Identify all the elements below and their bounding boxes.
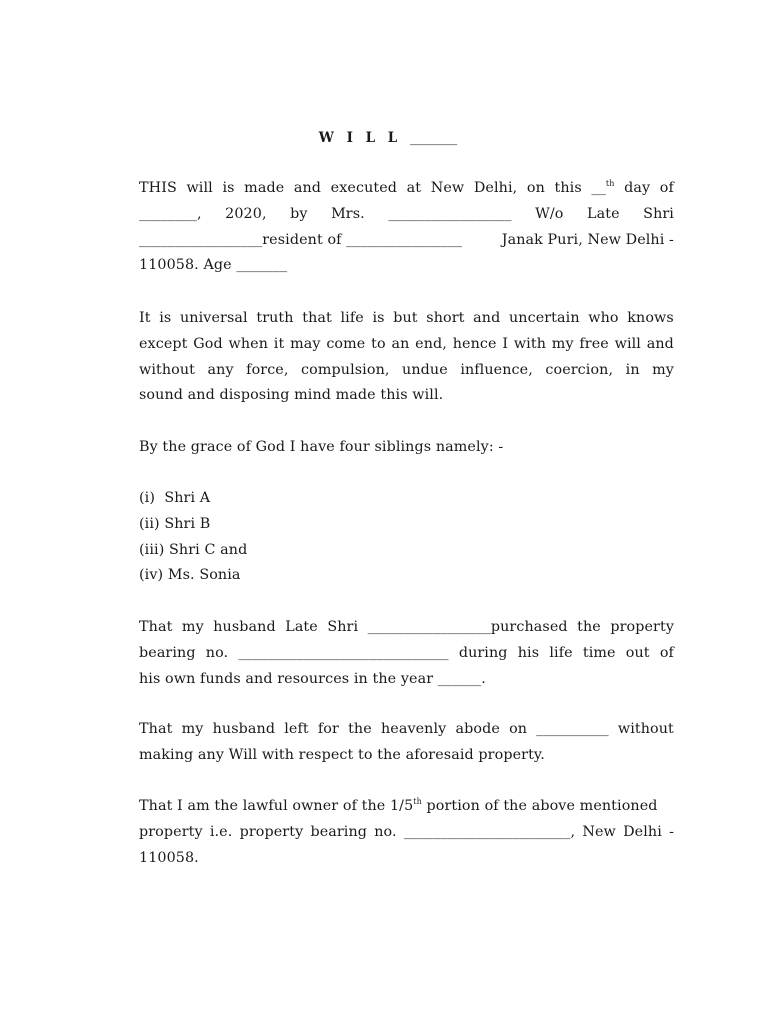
word: his: [517, 644, 540, 661]
word: no.: [374, 823, 397, 840]
declaration-line-1: [139, 306, 674, 332]
word: W/o: [535, 205, 564, 222]
word: God: [193, 335, 223, 352]
word: on: [509, 721, 528, 737]
ownership-paragraph: [139, 794, 674, 871]
word: universal: [180, 310, 248, 326]
word: Late: [587, 205, 620, 222]
day-blank: [591, 176, 614, 202]
word: free: [579, 335, 609, 352]
declaration-line-2: [139, 332, 674, 358]
sibling-item: (iii) Shri C and: [139, 541, 248, 558]
word: is: [159, 310, 172, 326]
word: property: [139, 823, 203, 840]
word: -: [669, 823, 674, 840]
word: without: [617, 721, 674, 737]
word: made: [244, 180, 285, 196]
word: during: [458, 644, 508, 661]
word: may: [290, 335, 321, 352]
declaration-line-3: [139, 358, 674, 384]
word: who: [588, 310, 619, 326]
property-purchase-paragraph: [139, 615, 674, 692]
word: my: [181, 619, 204, 635]
word: without: [139, 361, 196, 378]
ownership-text-b: portion of the above mentioned: [421, 798, 658, 814]
property-number-blank: _______________________,: [403, 823, 576, 840]
title-trailing-blank: _______: [410, 130, 458, 146]
word: New: [430, 180, 465, 196]
word: property: [610, 619, 674, 635]
word: and: [293, 180, 322, 196]
word: this: [554, 180, 582, 196]
word: _________________purchased: [367, 619, 568, 635]
demise-line-2: making any Will with respect to the aforesaid property.: [139, 746, 545, 763]
word: will: [614, 335, 641, 352]
intro-paragraph: [139, 176, 674, 279]
word: bearing: [310, 823, 368, 840]
word: that: [302, 310, 332, 326]
word: my: [551, 335, 574, 352]
intro-line-3: [139, 228, 674, 254]
word: coercion,: [545, 361, 614, 378]
declaration-line-4: sound and disposing mind made this will.: [139, 387, 444, 404]
husband-demise-paragraph: [139, 717, 674, 769]
word: Shri: [643, 205, 674, 222]
day-suffix: th: [605, 179, 615, 188]
declaration-paragraph: [139, 306, 674, 409]
word: but: [393, 310, 418, 326]
word: in: [625, 361, 640, 378]
word: hence: [452, 335, 497, 352]
intro-line-2: [139, 202, 674, 228]
word: an: [391, 335, 410, 352]
word: my: [181, 721, 204, 737]
word: the: [577, 619, 601, 635]
word: it: [273, 335, 285, 352]
word: short: [426, 310, 465, 326]
word: husband: [212, 721, 276, 737]
word: force,: [246, 361, 289, 378]
word: life: [340, 310, 364, 326]
word: husband: [213, 619, 276, 635]
word: left: [284, 721, 309, 737]
word: Delhi,: [473, 180, 518, 196]
word: compulsion,: [301, 361, 390, 378]
property-number-blank: _____________________________: [238, 644, 449, 661]
word: knows: [627, 310, 674, 326]
year: 2020,: [225, 205, 267, 222]
sibling-item: (i) Shri A: [139, 490, 211, 506]
word: when: [228, 335, 269, 352]
ownership-line-2: [139, 820, 674, 846]
word: of: [659, 180, 674, 196]
word: It: [139, 310, 151, 326]
intro-line-1: [139, 176, 674, 202]
word: THIS: [139, 180, 177, 196]
word: and: [646, 335, 674, 352]
word: of: [659, 644, 674, 661]
address-text: Janak Puri, New Delhi -: [501, 231, 674, 248]
word: at: [406, 180, 422, 196]
purchase-line-3: his own funds and resources in the year ______.: [139, 670, 486, 687]
document-title: [0, 130, 768, 146]
month-blank: ________,: [139, 205, 202, 222]
siblings-list: [139, 486, 674, 589]
word: i.e.: [209, 823, 233, 840]
word: is: [222, 180, 235, 196]
word: will: [186, 180, 213, 196]
sibling-item: (iv) Ms. Sonia: [139, 567, 241, 584]
word: is: [372, 310, 385, 326]
word: influence,: [460, 361, 533, 378]
word: property: [239, 823, 304, 840]
word: New: [582, 823, 616, 840]
husband-and-resident-blank: _________________resident of ________________: [139, 231, 463, 248]
word: for: [317, 721, 339, 737]
purchase-line-1: [139, 615, 674, 641]
siblings-intro: [139, 435, 674, 461]
word: the: [348, 721, 372, 737]
word: That: [139, 619, 173, 635]
ownership-line-3: 110058.: [139, 849, 199, 866]
ownership-line-1: [139, 794, 674, 820]
word: Mrs.: [331, 205, 365, 222]
word: uncertain: [508, 310, 580, 326]
word: Late: [285, 619, 318, 635]
word: bearing: [139, 644, 196, 661]
word: to: [371, 335, 386, 352]
ownership-text-a: That I am the lawful owner of the 1/5: [139, 798, 414, 814]
word: any: [207, 361, 234, 378]
word: I: [502, 335, 509, 352]
word: and: [473, 310, 501, 326]
title-text: W I L L: [318, 130, 402, 146]
word: except: [139, 335, 188, 352]
sibling-item: (ii) Shri B: [139, 515, 211, 532]
date-blank: __________: [536, 721, 609, 737]
word: undue: [402, 361, 448, 378]
word: by: [290, 205, 308, 222]
word: executed: [330, 180, 398, 196]
word: out: [625, 644, 650, 661]
demise-line-1: [139, 717, 674, 743]
word: on: [526, 180, 545, 196]
word: That: [139, 721, 173, 737]
word: abode: [455, 721, 500, 737]
word: time: [582, 644, 616, 661]
word: life: [549, 644, 573, 661]
word: my: [652, 361, 674, 378]
word: day: [624, 180, 651, 196]
purchase-line-2: [139, 641, 674, 667]
word: Delhi: [623, 823, 662, 840]
word: Shri: [327, 619, 359, 635]
siblings-intro-line: By the grace of God I have four siblings namely: -: [139, 439, 504, 455]
word: with: [513, 335, 547, 352]
name-blank: _________________: [388, 205, 512, 222]
word: truth: [256, 310, 294, 326]
intro-line-4: 110058. Age _______: [139, 257, 288, 274]
fraction-suffix: th: [413, 797, 422, 806]
word: no.: [205, 644, 229, 661]
word: end,: [415, 335, 447, 352]
day-blank-line: __: [591, 180, 606, 196]
word: heavenly: [380, 721, 447, 737]
word: come: [326, 335, 366, 352]
